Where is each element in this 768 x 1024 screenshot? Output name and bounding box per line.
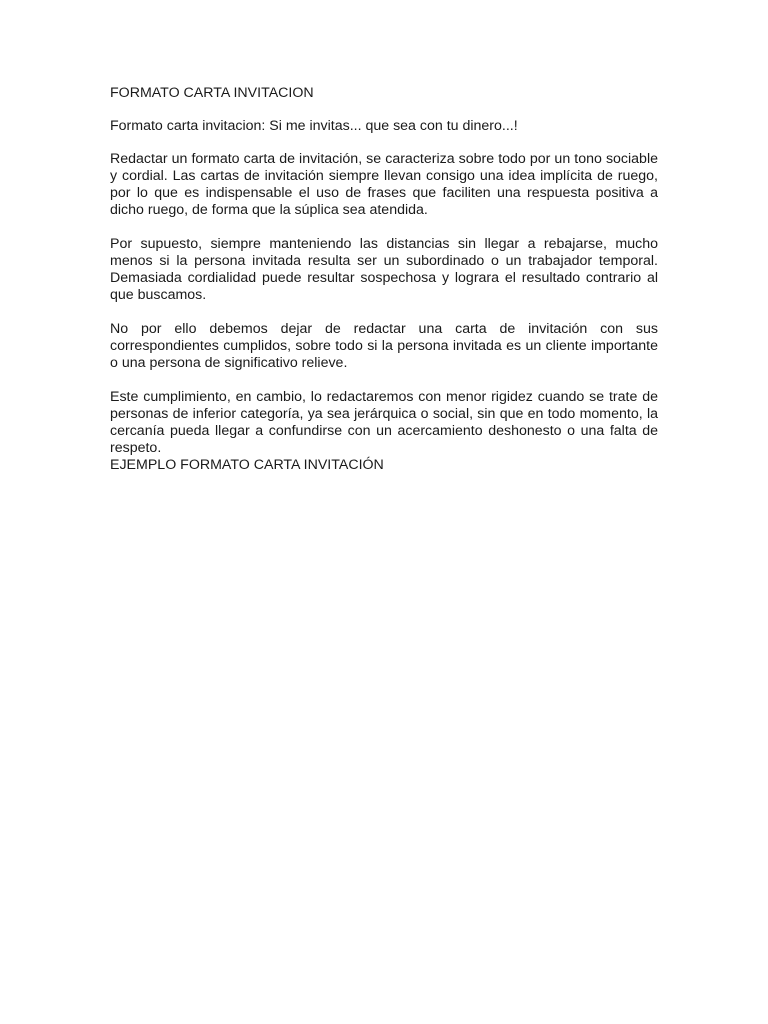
paragraph-1: Redactar un formato carta de invitación, se caracteriza sobre todo por un tono sociable y cordial. Las cartas de invitación siempre llevan consigo una idea implícita de ruego, por lo que es indispensable el uso de frases que faciliten una respuesta positiva a dicho ruego, de forma que la súplica sea atendida.	[110, 151, 658, 218]
document-subtitle: Formato carta invitacion: Si me invitas... que sea con tu dinero...!	[110, 118, 518, 134]
paragraph-2: Por supuesto, siempre manteniendo las distancias sin llegar a rebajarse, mucho menos si la persona invitada resulta ser un subordinado o un trabajador temporal. Demasiada cordialidad puede resultar sospechosa y lograra el resultado contrario al que buscamos.	[110, 236, 658, 303]
paragraph-3: No por ello debemos dejar de redactar una carta de invitación con sus correspondientes cumplidos, sobre todo si la persona invitada es un cliente importante o una persona de significativo relieve.	[110, 321, 658, 371]
example-heading: EJEMPLO FORMATO CARTA INVITACIÓN	[110, 457, 384, 473]
paragraph-4: Este cumplimiento, en cambio, lo redactaremos con menor rigidez cuando se trate de personas de inferior categoría, ya sea jerárquica o social, sin que en todo momento, la cercanía pueda llegar a confundirse con un acercamiento deshonesto o una falta de respeto.	[110, 389, 658, 456]
document-body	[110, 85, 658, 474]
document-title: FORMATO CARTA INVITACION	[110, 85, 314, 101]
